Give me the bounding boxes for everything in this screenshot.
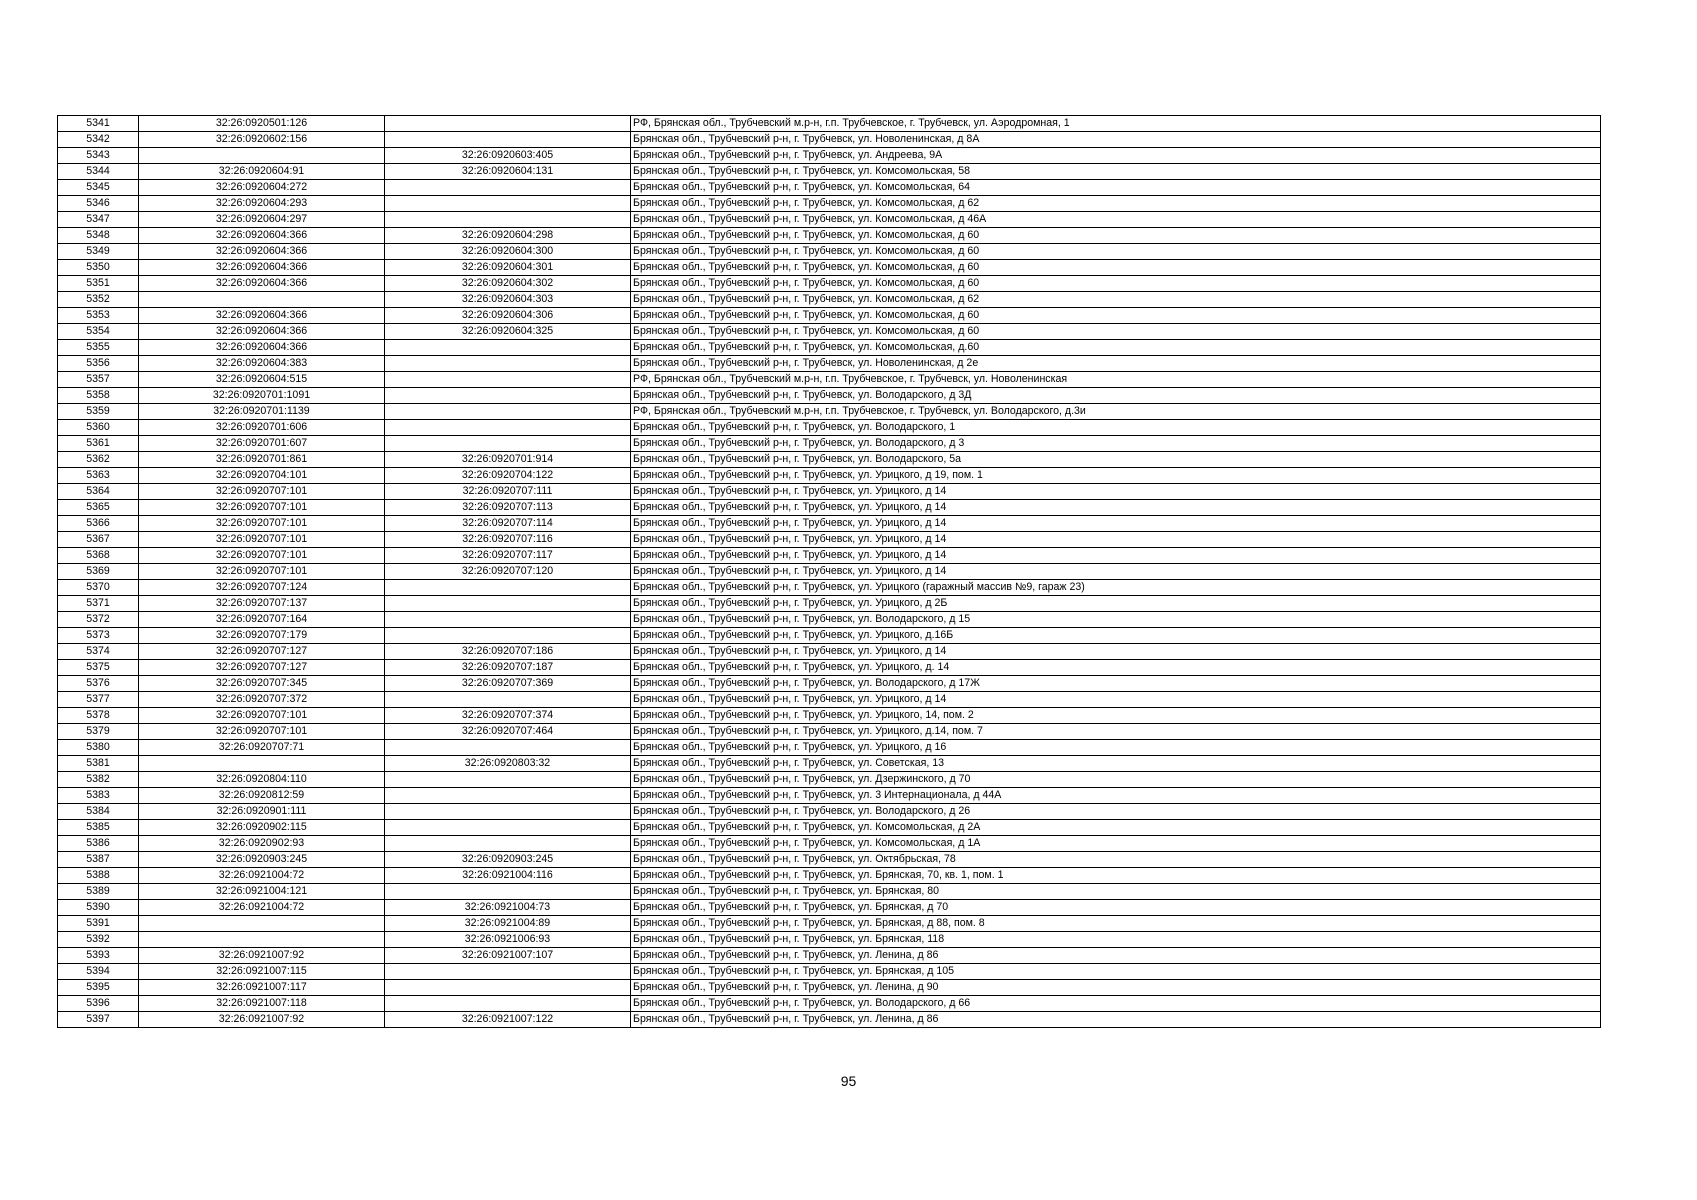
row-number-cell: 5354 [58, 324, 139, 340]
address-cell: Брянская обл., Трубчевский р-н, г. Трубчевск, ул. Дзержинского, д 70 [631, 772, 1601, 788]
cadastral-number-cell: 32:26:0920707:101 [139, 708, 385, 724]
cadastral-number-cell [139, 756, 385, 772]
row-number-cell: 5397 [58, 1012, 139, 1028]
object-number-cell: 32:26:0920701:914 [385, 452, 631, 468]
cadastral-number-cell: 32:26:0920604:366 [139, 276, 385, 292]
table-row [58, 468, 1601, 484]
address-cell: Брянская обл., Трубчевский р-н, г. Трубчевск, ул. Урицкого, д 14 [631, 484, 1601, 500]
address-cell: Брянская обл., Трубчевский р-н, г. Трубчевск, ул. Володарского, д 3 [631, 436, 1601, 452]
cadastral-number-cell: 32:26:0920701:1091 [139, 388, 385, 404]
table-row [58, 548, 1601, 564]
table-row [58, 660, 1601, 676]
table-row [58, 996, 1601, 1012]
table-row [58, 228, 1601, 244]
table-row [58, 196, 1601, 212]
object-number-cell: 32:26:0920707:120 [385, 564, 631, 580]
cadastral-number-cell: 32:26:0920604:91 [139, 164, 385, 180]
cadastral-number-cell: 32:26:0920707:127 [139, 660, 385, 676]
address-cell: Брянская обл., Трубчевский р-н, г. Трубчевск, ул. Урицкого, д 19, пом. 1 [631, 468, 1601, 484]
row-number-cell: 5392 [58, 932, 139, 948]
object-number-cell [385, 820, 631, 836]
row-number-cell: 5371 [58, 596, 139, 612]
object-number-cell: 32:26:0920707:113 [385, 500, 631, 516]
table-row [58, 404, 1601, 420]
cadastral-number-cell: 32:26:0920707:164 [139, 612, 385, 628]
object-number-cell: 32:26:0921006:93 [385, 932, 631, 948]
table-row [58, 836, 1601, 852]
row-number-cell: 5367 [58, 532, 139, 548]
address-cell: Брянская обл., Трубчевский р-н, г. Трубчевск, ул. Володарского, д 17Ж [631, 676, 1601, 692]
table-row [58, 324, 1601, 340]
cadastral-number-cell: 32:26:0920804:110 [139, 772, 385, 788]
row-number-cell: 5385 [58, 820, 139, 836]
table-row [58, 980, 1601, 996]
table-row [58, 148, 1601, 164]
row-number-cell: 5360 [58, 420, 139, 436]
table-row [58, 116, 1601, 132]
address-cell: Брянская обл., Трубчевский р-н, г. Трубчевск, ул. Урицкого, д 16 [631, 740, 1601, 756]
cadastral-number-cell: 32:26:0920604:383 [139, 356, 385, 372]
table-row [58, 964, 1601, 980]
object-number-cell: 32:26:0920704:122 [385, 468, 631, 484]
cadastral-number-cell: 32:26:0920707:372 [139, 692, 385, 708]
cadastral-number-cell: 32:26:0921007:92 [139, 1012, 385, 1028]
address-cell: Брянская обл., Трубчевский р-н, г. Трубчевск, ул. Володарского, д 26 [631, 804, 1601, 820]
address-cell: Брянская обл., Трубчевский р-н, г. Трубчевск, ул. Комсомольская, д 2А [631, 820, 1601, 836]
row-number-cell: 5382 [58, 772, 139, 788]
cadastral-number-cell: 32:26:0920604:366 [139, 260, 385, 276]
cadastral-number-cell: 32:26:0920901:111 [139, 804, 385, 820]
object-number-cell: 32:26:0920604:303 [385, 292, 631, 308]
object-number-cell [385, 772, 631, 788]
cadastral-number-cell: 32:26:0920707:101 [139, 548, 385, 564]
object-number-cell: 32:26:0920707:369 [385, 676, 631, 692]
address-cell: Брянская обл., Трубчевский р-н, г. Трубчевск, ул. Урицкого, д 14 [631, 692, 1601, 708]
table-row [58, 772, 1601, 788]
object-number-cell [385, 804, 631, 820]
address-cell: Брянская обл., Трубчевский р-н, г. Трубчевск, ул. Комсомольская, д.60 [631, 340, 1601, 356]
cadastral-number-cell: 32:26:0920707:345 [139, 676, 385, 692]
object-number-cell: 32:26:0920803:32 [385, 756, 631, 772]
table-row [58, 452, 1601, 468]
object-number-cell: 32:26:0920604:325 [385, 324, 631, 340]
row-number-cell: 5357 [58, 372, 139, 388]
address-cell: Брянская обл., Трубчевский р-н, г. Трубчевск, ул. Комсомольская, 64 [631, 180, 1601, 196]
table-row [58, 308, 1601, 324]
address-cell: Брянская обл., Трубчевский р-н, г. Трубчевск, ул. Брянская, 70, кв. 1, пом. 1 [631, 868, 1601, 884]
object-number-cell [385, 964, 631, 980]
row-number-cell: 5390 [58, 900, 139, 916]
row-number-cell: 5370 [58, 580, 139, 596]
address-cell: Брянская обл., Трубчевский р-н, г. Трубчевск, ул. Володарского, 1 [631, 420, 1601, 436]
table-row [58, 740, 1601, 756]
address-cell: Брянская обл., Трубчевский р-н, г. Трубчевск, ул. Комсомольская, д 60 [631, 244, 1601, 260]
address-cell: Брянская обл., Трубчевский р-н, г. Трубчевск, ул. Володарского, д 3Д [631, 388, 1601, 404]
object-number-cell [385, 692, 631, 708]
table-row [58, 276, 1601, 292]
table-row [58, 788, 1601, 804]
row-number-cell: 5387 [58, 852, 139, 868]
cadastral-number-cell: 32:26:0921007:115 [139, 964, 385, 980]
object-number-cell [385, 980, 631, 996]
table-row [58, 644, 1601, 660]
table-row [58, 484, 1601, 500]
row-number-cell: 5383 [58, 788, 139, 804]
object-number-cell [385, 436, 631, 452]
row-number-cell: 5347 [58, 212, 139, 228]
row-number-cell: 5378 [58, 708, 139, 724]
address-cell: Брянская обл., Трубчевский р-н, г. Трубчевск, ул. Новоленинская, д 2е [631, 356, 1601, 372]
address-cell: Брянская обл., Трубчевский р-н, г. Трубчевск, ул. Ленина, д 90 [631, 980, 1601, 996]
row-number-cell: 5386 [58, 836, 139, 852]
object-number-cell: 32:26:0920707:186 [385, 644, 631, 660]
row-number-cell: 5376 [58, 676, 139, 692]
table-row [58, 932, 1601, 948]
address-cell: Брянская обл., Трубчевский р-н, г. Трубчевск, ул. Урицкого (гаражный массив №9, гараж 23) [631, 580, 1601, 596]
address-cell: Брянская обл., Трубчевский р-н, г. Трубчевск, ул. Урицкого, д.14, пом. 7 [631, 724, 1601, 740]
address-cell: Брянская обл., Трубчевский р-н, г. Трубчевск, ул. Урицкого, д 14 [631, 500, 1601, 516]
object-number-cell [385, 420, 631, 436]
cadastral-number-cell: 32:26:0920707:127 [139, 644, 385, 660]
object-number-cell [385, 132, 631, 148]
row-number-cell: 5373 [58, 628, 139, 644]
row-number-cell: 5341 [58, 116, 139, 132]
address-cell: РФ, Брянская обл., Трубчевский м.р-н, г.п. Трубчевское, г. Трубчевск, ул. Аэродромная, 1 [631, 116, 1601, 132]
row-number-cell: 5366 [58, 516, 139, 532]
cadastral-number-cell: 32:26:0920903:245 [139, 852, 385, 868]
row-number-cell: 5345 [58, 180, 139, 196]
table-row [58, 132, 1601, 148]
row-number-cell: 5391 [58, 916, 139, 932]
address-cell: Брянская обл., Трубчевский р-н, г. Трубчевск, ул. Комсомольская, д 60 [631, 228, 1601, 244]
address-cell: Брянская обл., Трубчевский р-н, г. Трубчевск, ул. Урицкого, д.16Б [631, 628, 1601, 644]
address-cell: Брянская обл., Трубчевский р-н, г. Трубчевск, ул. Ленина, д 86 [631, 1012, 1601, 1028]
table-row [58, 708, 1601, 724]
cadastral-number-cell: 32:26:0920604:366 [139, 340, 385, 356]
address-cell: Брянская обл., Трубчевский р-н, г. Трубчевск, ул. Брянская, д 70 [631, 900, 1601, 916]
cadastral-number-cell: 32:26:0920701:861 [139, 452, 385, 468]
address-cell: Брянская обл., Трубчевский р-н, г. Трубчевск, ул. Урицкого, д 14 [631, 532, 1601, 548]
cadastral-number-cell: 32:26:0920604:366 [139, 324, 385, 340]
object-number-cell [385, 996, 631, 1012]
address-cell: РФ, Брянская обл., Трубчевский м.р-н, г.п. Трубчевское, г. Трубчевск, ул. Володарского, д.3и [631, 404, 1601, 420]
row-number-cell: 5359 [58, 404, 139, 420]
address-cell: Брянская обл., Трубчевский р-н, г. Трубчевск, ул. Володарского, д 15 [631, 612, 1601, 628]
cadastral-number-cell: 32:26:0921004:72 [139, 900, 385, 916]
row-number-cell: 5389 [58, 884, 139, 900]
address-cell: Брянская обл., Трубчевский р-н, г. Трубчевск, ул. Брянская, 80 [631, 884, 1601, 900]
table-row [58, 852, 1601, 868]
row-number-cell: 5365 [58, 500, 139, 516]
row-number-cell: 5375 [58, 660, 139, 676]
object-number-cell [385, 628, 631, 644]
row-number-cell: 5374 [58, 644, 139, 660]
table-row [58, 564, 1601, 580]
address-cell: Брянская обл., Трубчевский р-н, г. Трубчевск, ул. Новоленинская, д 8А [631, 132, 1601, 148]
object-number-cell: 32:26:0920604:302 [385, 276, 631, 292]
object-number-cell: 32:26:0920604:300 [385, 244, 631, 260]
object-number-cell [385, 836, 631, 852]
address-cell: Брянская обл., Трубчевский р-н, г. Трубчевск, ул. Комсомольская, д 62 [631, 292, 1601, 308]
address-cell: Брянская обл., Трубчевский р-н, г. Трубчевск, ул. Октябрьская, 78 [631, 852, 1601, 868]
cadastral-number-cell [139, 932, 385, 948]
address-cell: Брянская обл., Трубчевский р-н, г. Трубчевск, ул. Комсомольская, д 60 [631, 324, 1601, 340]
table-row [58, 756, 1601, 772]
object-number-cell: 32:26:0920604:131 [385, 164, 631, 180]
cadastral-number-cell: 32:26:0920604:515 [139, 372, 385, 388]
cadastral-number-cell: 32:26:0920707:101 [139, 484, 385, 500]
row-number-cell: 5369 [58, 564, 139, 580]
table-row [58, 628, 1601, 644]
row-number-cell: 5353 [58, 308, 139, 324]
address-cell: Брянская обл., Трубчевский р-н, г. Трубчевск, ул. Ленина, д 86 [631, 948, 1601, 964]
table-row [58, 340, 1601, 356]
cadastral-table-body [58, 116, 1601, 1028]
cadastral-number-cell [139, 292, 385, 308]
table-row [58, 868, 1601, 884]
object-number-cell: 32:26:0920604:301 [385, 260, 631, 276]
object-number-cell [385, 596, 631, 612]
table-row [58, 596, 1601, 612]
address-cell: Брянская обл., Трубчевский р-н, г. Трубчевск, ул. Комсомольская, д 46А [631, 212, 1601, 228]
object-number-cell: 32:26:0920707:111 [385, 484, 631, 500]
cadastral-number-cell: 32:26:0920604:272 [139, 180, 385, 196]
cadastral-number-cell: 32:26:0920701:1139 [139, 404, 385, 420]
address-cell: Брянская обл., Трубчевский р-н, г. Трубчевск, ул. Урицкого, д 14 [631, 644, 1601, 660]
table-row [58, 820, 1601, 836]
cadastral-number-cell [139, 916, 385, 932]
row-number-cell: 5384 [58, 804, 139, 820]
object-number-cell [385, 388, 631, 404]
cadastral-number-cell: 32:26:0920707:101 [139, 532, 385, 548]
cadastral-number-cell: 32:26:0921004:72 [139, 868, 385, 884]
row-number-cell: 5388 [58, 868, 139, 884]
table-row [58, 692, 1601, 708]
table-row [58, 372, 1601, 388]
cadastral-number-cell: 32:26:0920604:293 [139, 196, 385, 212]
cadastral-number-cell: 32:26:0920707:101 [139, 500, 385, 516]
table-row [58, 884, 1601, 900]
row-number-cell: 5363 [58, 468, 139, 484]
object-number-cell [385, 340, 631, 356]
address-cell: Брянская обл., Трубчевский р-н, г. Трубчевск, ул. Урицкого, д 14 [631, 516, 1601, 532]
cadastral-number-cell: 32:26:0920707:101 [139, 564, 385, 580]
cadastral-number-cell: 32:26:0920704:101 [139, 468, 385, 484]
table-row [58, 676, 1601, 692]
object-number-cell [385, 212, 631, 228]
row-number-cell: 5381 [58, 756, 139, 772]
table-row [58, 260, 1601, 276]
row-number-cell: 5396 [58, 996, 139, 1012]
table-row [58, 580, 1601, 596]
address-cell: Брянская обл., Трубчевский р-н, г. Трубчевск, ул. Комсомольская, д 60 [631, 276, 1601, 292]
cadastral-number-cell: 32:26:0920701:606 [139, 420, 385, 436]
object-number-cell [385, 196, 631, 212]
row-number-cell: 5348 [58, 228, 139, 244]
address-cell: Брянская обл., Трубчевский р-н, г. Трубчевск, ул. Урицкого, д 2Б [631, 596, 1601, 612]
table-row [58, 420, 1601, 436]
row-number-cell: 5344 [58, 164, 139, 180]
cadastral-number-cell: 32:26:0920604:366 [139, 308, 385, 324]
object-number-cell [385, 116, 631, 132]
object-number-cell [385, 788, 631, 804]
cadastral-number-cell: 32:26:0921007:117 [139, 980, 385, 996]
object-number-cell: 32:26:0920604:298 [385, 228, 631, 244]
table-row [58, 532, 1601, 548]
row-number-cell: 5394 [58, 964, 139, 980]
row-number-cell: 5346 [58, 196, 139, 212]
address-cell: Брянская обл., Трубчевский р-н, г. Трубчевск, ул. Урицкого, 14, пом. 2 [631, 708, 1601, 724]
table-row [58, 180, 1601, 196]
row-number-cell: 5364 [58, 484, 139, 500]
table-row [58, 244, 1601, 260]
row-number-cell: 5368 [58, 548, 139, 564]
cadastral-number-cell: 32:26:0920707:137 [139, 596, 385, 612]
address-cell: Брянская обл., Трубчевский р-н, г. Трубчевск, ул. Комсомольская, д 1А [631, 836, 1601, 852]
address-cell: Брянская обл., Трубчевский р-н, г. Трубчевск, ул. Комсомольская, д 60 [631, 260, 1601, 276]
table-row [58, 164, 1601, 180]
table-row [58, 1012, 1601, 1028]
row-number-cell: 5358 [58, 388, 139, 404]
row-number-cell: 5351 [58, 276, 139, 292]
table-row [58, 804, 1601, 820]
object-number-cell: 32:26:0920707:116 [385, 532, 631, 548]
address-cell: Брянская обл., Трубчевский р-н, г. Трубчевск, ул. Володарского, 5а [631, 452, 1601, 468]
row-number-cell: 5355 [58, 340, 139, 356]
cadastral-number-cell: 32:26:0920604:297 [139, 212, 385, 228]
object-number-cell: 32:26:0920707:117 [385, 548, 631, 564]
cadastral-number-cell: 32:26:0920707:101 [139, 724, 385, 740]
object-number-cell: 32:26:0920604:306 [385, 308, 631, 324]
address-cell: Брянская обл., Трубчевский р-н, г. Трубчевск, ул. Комсомольская, д 60 [631, 308, 1601, 324]
cadastral-table [57, 115, 1601, 1028]
cadastral-number-cell: 32:26:0920812:59 [139, 788, 385, 804]
cadastral-number-cell: 32:26:0920604:366 [139, 244, 385, 260]
row-number-cell: 5377 [58, 692, 139, 708]
address-cell: Брянская обл., Трубчевский р-н, г. Трубчевск, ул. Володарского, д 66 [631, 996, 1601, 1012]
row-number-cell: 5379 [58, 724, 139, 740]
table-row [58, 436, 1601, 452]
address-cell: Брянская обл., Трубчевский р-н, г. Трубчевск, ул. 3 Интернационала, д 44А [631, 788, 1601, 804]
table-row [58, 292, 1601, 308]
table-row [58, 500, 1601, 516]
cadastral-number-cell: 32:26:0921007:118 [139, 996, 385, 1012]
row-number-cell: 5361 [58, 436, 139, 452]
cadastral-number-cell: 32:26:0920707:101 [139, 516, 385, 532]
row-number-cell: 5362 [58, 452, 139, 468]
address-cell: Брянская обл., Трубчевский р-н, г. Трубчевск, ул. Советская, 13 [631, 756, 1601, 772]
object-number-cell: 32:26:0921004:73 [385, 900, 631, 916]
cadastral-number-cell: 32:26:0920604:366 [139, 228, 385, 244]
address-cell: Брянская обл., Трубчевский р-н, г. Трубчевск, ул. Брянская, д 88, пом. 8 [631, 916, 1601, 932]
address-cell: РФ, Брянская обл., Трубчевский м.р-н, г.п. Трубчевское, г. Трубчевск, ул. Новоленинская [631, 372, 1601, 388]
table-row [58, 212, 1601, 228]
row-number-cell: 5395 [58, 980, 139, 996]
cadastral-number-cell: 32:26:0920707:124 [139, 580, 385, 596]
object-number-cell [385, 884, 631, 900]
object-number-cell: 32:26:0920707:374 [385, 708, 631, 724]
object-number-cell [385, 740, 631, 756]
cadastral-number-cell: 32:26:0920707:71 [139, 740, 385, 756]
object-number-cell: 32:26:0920707:464 [385, 724, 631, 740]
object-number-cell: 32:26:0921007:122 [385, 1012, 631, 1028]
cadastral-number-cell: 32:26:0920501:126 [139, 116, 385, 132]
object-number-cell: 32:26:0920903:245 [385, 852, 631, 868]
row-number-cell: 5356 [58, 356, 139, 372]
row-number-cell: 5352 [58, 292, 139, 308]
address-cell: Брянская обл., Трубчевский р-н, г. Трубчевск, ул. Комсомольская, 58 [631, 164, 1601, 180]
row-number-cell: 5393 [58, 948, 139, 964]
table-row [58, 612, 1601, 628]
address-cell: Брянская обл., Трубчевский р-н, г. Трубчевск, ул. Андреева, 9А [631, 148, 1601, 164]
address-cell: Брянская обл., Трубчевский р-н, г. Трубчевск, ул. Урицкого, д 14 [631, 564, 1601, 580]
address-cell: Брянская обл., Трубчевский р-н, г. Трубчевск, ул. Урицкого, д. 14 [631, 660, 1601, 676]
row-number-cell: 5343 [58, 148, 139, 164]
cadastral-number-cell: 32:26:0921007:92 [139, 948, 385, 964]
address-cell: Брянская обл., Трубчевский р-н, г. Трубчевск, ул. Урицкого, д 14 [631, 548, 1601, 564]
cadastral-number-cell: 32:26:0920902:115 [139, 820, 385, 836]
object-number-cell: 32:26:0920603:405 [385, 148, 631, 164]
table-row [58, 388, 1601, 404]
page-number: 95 [840, 1073, 857, 1089]
object-number-cell: 32:26:0921007:107 [385, 948, 631, 964]
object-number-cell: 32:26:0920707:114 [385, 516, 631, 532]
table-row [58, 516, 1601, 532]
object-number-cell [385, 180, 631, 196]
object-number-cell [385, 404, 631, 420]
table-row [58, 900, 1601, 916]
object-number-cell: 32:26:0920707:187 [385, 660, 631, 676]
object-number-cell [385, 580, 631, 596]
table-row [58, 356, 1601, 372]
object-number-cell [385, 356, 631, 372]
row-number-cell: 5349 [58, 244, 139, 260]
cadastral-number-cell [139, 148, 385, 164]
table-row [58, 724, 1601, 740]
object-number-cell: 32:26:0921004:116 [385, 868, 631, 884]
cadastral-number-cell: 32:26:0920701:607 [139, 436, 385, 452]
row-number-cell: 5342 [58, 132, 139, 148]
table-row [58, 916, 1601, 932]
address-cell: Брянская обл., Трубчевский р-н, г. Трубчевск, ул. Комсомольская, д 62 [631, 196, 1601, 212]
object-number-cell [385, 372, 631, 388]
table-row [58, 948, 1601, 964]
object-number-cell [385, 612, 631, 628]
row-number-cell: 5350 [58, 260, 139, 276]
row-number-cell: 5372 [58, 612, 139, 628]
cadastral-number-cell: 32:26:0920707:179 [139, 628, 385, 644]
cadastral-number-cell: 32:26:0920602:156 [139, 132, 385, 148]
cadastral-number-cell: 32:26:0920902:93 [139, 836, 385, 852]
row-number-cell: 5380 [58, 740, 139, 756]
cadastral-number-cell: 32:26:0921004:121 [139, 884, 385, 900]
address-cell: Брянская обл., Трубчевский р-н, г. Трубчевск, ул. Брянская, д 105 [631, 964, 1601, 980]
object-number-cell: 32:26:0921004:89 [385, 916, 631, 932]
address-cell: Брянская обл., Трубчевский р-н, г. Трубчевск, ул. Брянская, 118 [631, 932, 1601, 948]
